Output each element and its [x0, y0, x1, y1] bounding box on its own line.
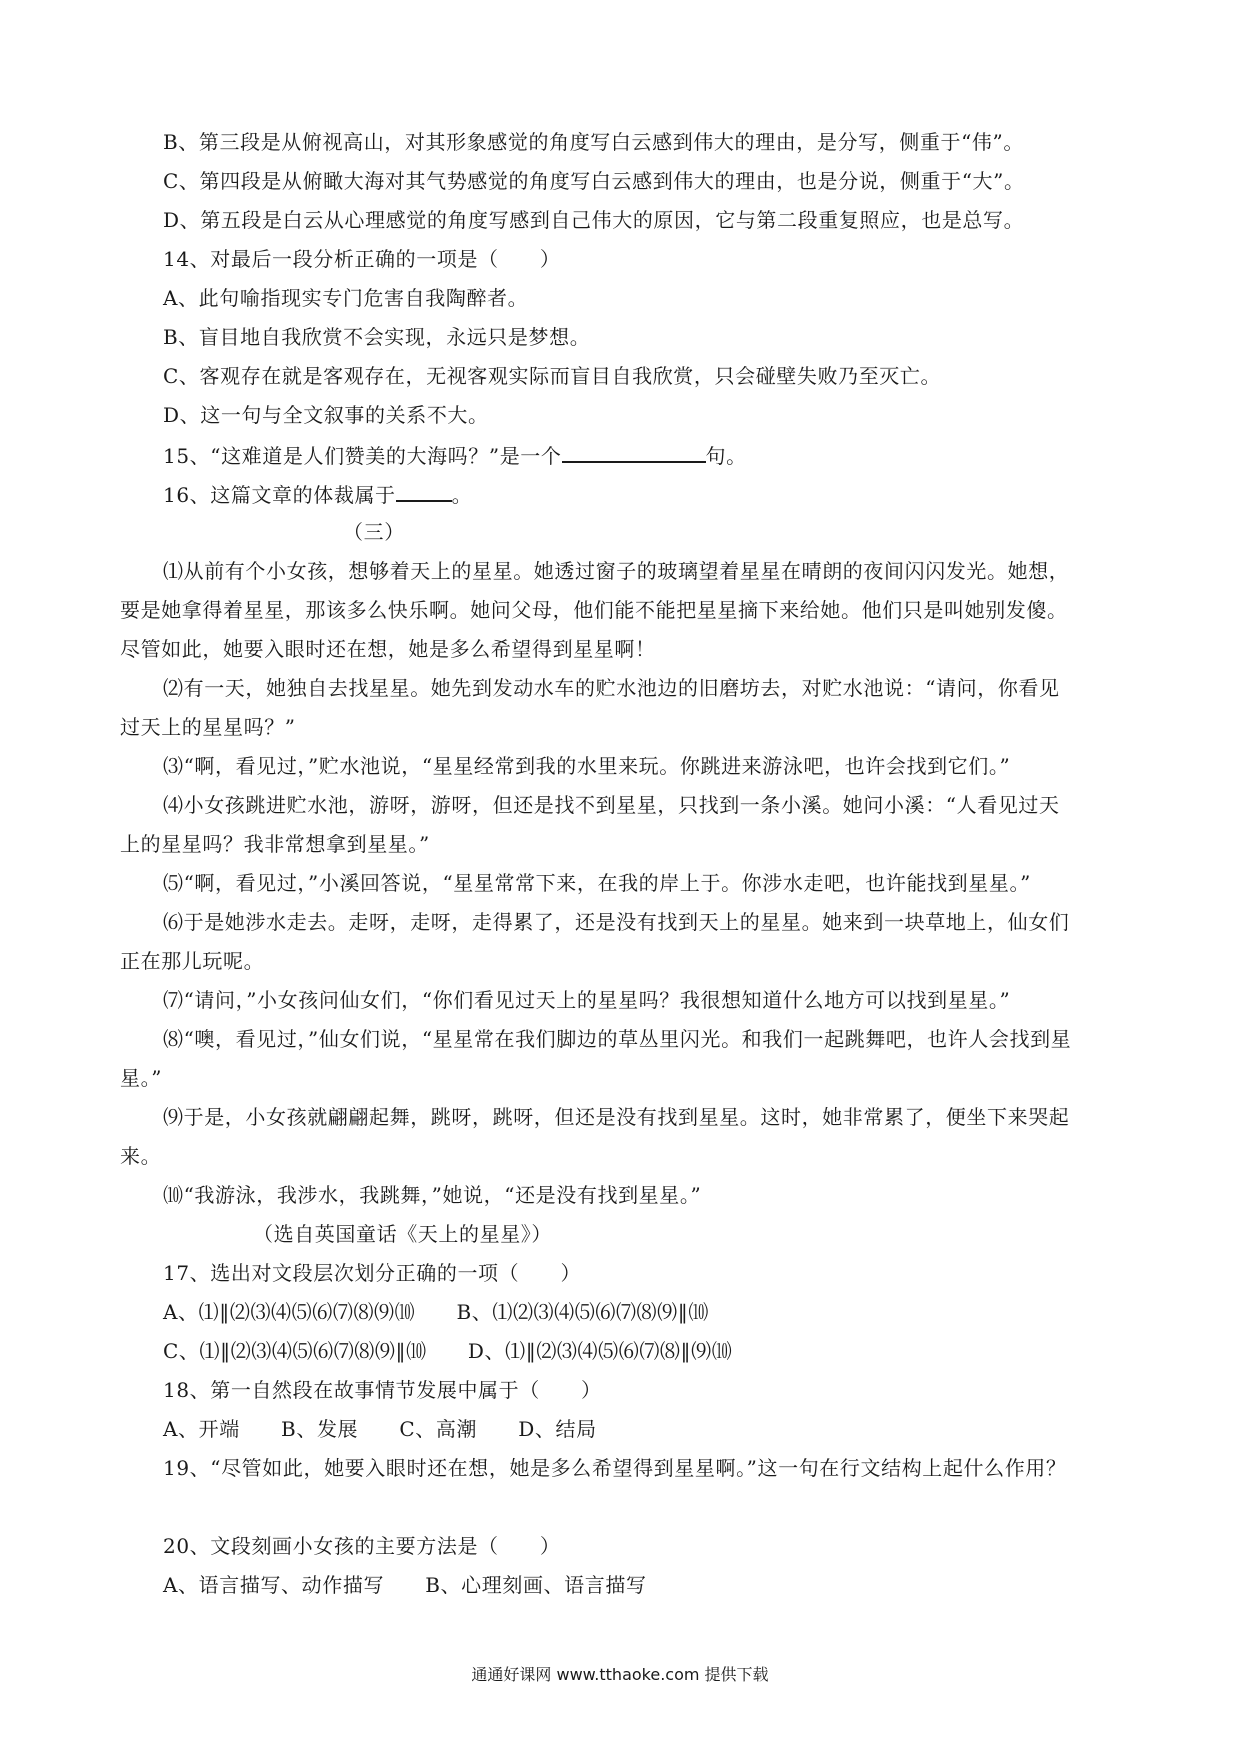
passage-line: ⑸“啊，看见过，”小溪回答说，“星星常常下来，在我的岸上于。你涉水走吧，也许能找到星星。” [163, 871, 1031, 895]
options-q17-cd: C、⑴‖⑵⑶⑷⑸⑹⑺⑻⑼‖⑽ D、⑴‖⑵⑶⑷⑸⑹⑺⑻‖⑼⑽ [163, 1339, 733, 1363]
passage-line: 过天上的星星吗？” [120, 715, 296, 739]
question-19: 19、“尽管如此，她要入眼时还在想，她是多么希望得到星星啊。”这一句在行文结构上起什么作用？ [163, 1456, 1067, 1480]
passage-line: 尽管如此，她要入眼时还在想，她是多么希望得到星星啊！ [120, 637, 656, 661]
passage-source: （选自英国童话《天上的星星》） [253, 1222, 552, 1246]
answer-blank [396, 480, 452, 502]
option-c-q14: C、客观存在就是客观存在，无视客观实际而盲目自我欣赏，只会碰壁失败乃至灭亡。 [163, 364, 942, 388]
question-14: 14、对最后一段分析正确的一项是（ ） [163, 247, 561, 271]
options-q18: A、开端 B、发展 C、高潮 D、结局 [163, 1417, 597, 1441]
option-a-q14: A、此句喻指现实专门危害自我陶醉者。 [163, 286, 529, 310]
section-heading: （三） [343, 520, 405, 544]
passage-line: ⑶“啊，看见过，”贮水池说，“星星经常到我的水里来玩。你跳进来游泳吧，也许会找到它们。” [163, 754, 1011, 778]
question-15 [163, 441, 747, 469]
option-b-q13: B、第三段是从俯视高山，对其形象感觉的角度写白云感到伟大的理由，是分写，侧重于“伟”。 [163, 130, 1024, 154]
passage-line: ⑹于是她涉水走去。走呀，走呀，走得累了，还是没有找到天上的星星。她来到一块草地上，仙女们 [163, 910, 1070, 934]
passage-line: 要是她拿得着星星，那该多么快乐啊。她问父母，他们能不能把星星摘下来给她。他们只是叫她别发傻。 [120, 598, 1068, 622]
question-15-text: 15、“这难道是人们赞美的大海吗？”是一个 [163, 444, 562, 468]
passage-line: ⑴从前有个小女孩，想够着天上的星星。她透过窗子的玻璃望着星星在晴朗的夜间闪闪发光。她想， [163, 559, 1070, 583]
passage-line: ⑺“请问，”小女孩问仙女们，“你们看见过天上的星星吗？我很想知道什么地方可以找到星星。” [163, 988, 1011, 1012]
question-20: 20、文段刻画小女孩的主要方法是（ ） [163, 1534, 561, 1558]
question-17: 17、选出对文段层次划分正确的一项（ ） [163, 1261, 582, 1285]
answer-blank [562, 441, 706, 463]
options-q17-ab: A、⑴‖⑵⑶⑷⑸⑹⑺⑻⑼⑽ B、⑴⑵⑶⑷⑸⑹⑺⑻⑼‖⑽ [163, 1300, 709, 1324]
passage-line: ⑽“我游泳，我涉水，我跳舞，”她说，“还是没有找到星星。” [163, 1183, 702, 1207]
passage-line: ⑷小女孩跳进贮水池，游呀，游呀，但还是找不到星星，只找到一条小溪。她问小溪：“人看见过天 [163, 793, 1060, 817]
passage-line: ⑼于是，小女孩就翩翩起舞，跳呀，跳呀，但还是没有找到星星。这时，她非常累了，便坐下来哭起 [163, 1105, 1070, 1129]
question-16-text: 16、这篇文章的体裁属于 [163, 483, 396, 507]
passage-line: ⑵有一天，她独自去找星星。她先到发动水车的贮水池边的旧磨坊去，对贮水池说：“请问，你看见 [163, 676, 1060, 700]
passage-line: 上的星星吗？我非常想拿到星星。” [120, 832, 430, 856]
passage-line: ⑻“噢，看见过，”仙女们说，“星星常在我们脚边的草丛里闪光。和我们一起跳舞吧，也许人会找到星 [163, 1027, 1072, 1051]
option-c-q13: C、第四段是从俯瞰大海对其气势感觉的角度写白云感到伟大的理由，也是分说，侧重于“大”。 [163, 169, 1025, 193]
question-16 [163, 480, 472, 508]
question-18: 18、第一自然段在故事情节发展中属于（ ） [163, 1378, 602, 1402]
passage-line: 来。 [120, 1144, 162, 1168]
passage-line: 星。” [120, 1066, 163, 1090]
page-footer: 通通好课网 www.tthaoke.com 提供下载 [471, 1665, 769, 1684]
question-16-end: 。 [451, 483, 473, 507]
option-d-q14: D、这一句与全文叙事的关系不大。 [163, 403, 489, 427]
option-d-q13: D、第五段是白云从心理感觉的角度写感到自己伟大的原因，它与第二段重复照应，也是总写。 [163, 208, 1025, 232]
options-q20: A、语言描写、动作描写 B、心理刻画、语言描写 [163, 1573, 647, 1597]
passage-line: 正在那儿玩呢。 [120, 949, 265, 973]
option-b-q14: B、盲目地自我欣赏不会实现，永远只是梦想。 [163, 325, 591, 349]
question-15-end: 句。 [705, 444, 747, 468]
